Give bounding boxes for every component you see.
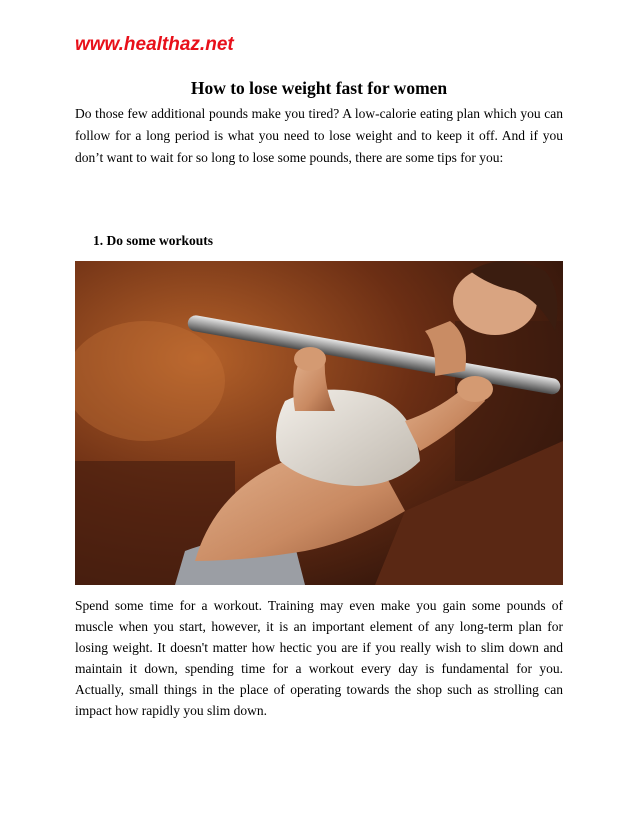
section-body-paragraph: Spend some time for a workout. Training may even make you gain some pounds of muscle when you start, however, it is an important element of any long-term plan for losing weight. It doesn't matter how hectic you are if you really wish to slim down and maintain it down, spending time for a workout every day is fundamental for you. Actually, small things in the place of operating towards the shop such as strolling can impact how rapidly you slim down. xyxy=(75,598,563,718)
section-heading: 1. Do some workouts xyxy=(93,233,213,248)
workout-photo-illustration xyxy=(75,261,563,585)
workout-photo xyxy=(75,261,563,585)
site-url[interactable]: www.healthaz.net xyxy=(75,34,234,55)
intro-paragraph: Do those few additional pounds make you tired? A low-calorie eating plan which you can follow for a long period is what you need to lose weight and to keep it off. And if you don’t want to wait for so long to lose some pounds, there are some tips for you: xyxy=(75,106,563,165)
article-title: How to lose weight fast for women xyxy=(190,78,448,98)
